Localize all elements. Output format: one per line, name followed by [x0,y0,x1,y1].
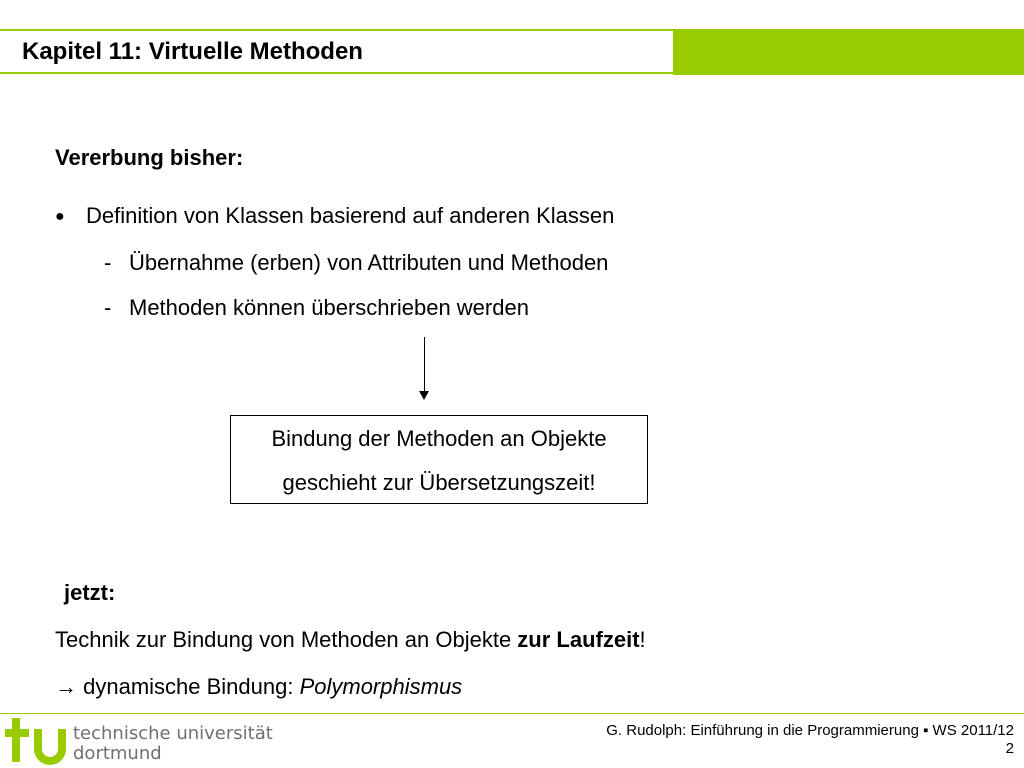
text-polymorphismus-prefix: → dynamische Bindung: [55,674,300,699]
heading-jetzt: jetzt: [64,580,116,605]
bullet-icon: ● [55,208,65,225]
heading-vererbung: Vererbung bisher: [55,145,244,170]
text-polymorphismus [55,673,462,701]
sub-item-uebernahme: Übernahme (erben) von Attributen und Methoden [129,250,609,275]
text-polymorphismus-italic: Polymorphismus [299,674,463,699]
text-laufzeit-prefix: Technik zur Bindung von Methoden an Objekte [55,627,518,652]
header-accent-block [673,29,1024,75]
arrow-down-line [424,337,425,393]
text-laufzeit [55,626,646,654]
header-rule-bottom [0,72,673,74]
sub-item-marker: - [104,295,112,320]
box-line: Bindung der Methoden an Objekte [271,426,607,451]
tu-logo-icon [4,716,68,766]
box-line: geschieht zur Übersetzungszeit! [282,470,596,495]
sub-item-ueberschreiben: Methoden können überschrieben werden [129,295,529,320]
logo-line2: dortmund [73,743,162,764]
bullet-definition: Definition von Klassen basierend auf anderen Klassen [86,203,615,228]
footer-credit-block [606,722,1014,758]
logo-line1: technische universität [73,723,273,744]
arrow-down-icon [419,391,429,400]
footer-rule [0,713,1024,714]
text-laufzeit-suffix: ! [639,627,646,652]
page-number: 2 [1005,740,1014,757]
sub-item-marker: - [104,250,112,275]
footer-credit: G. Rudolph: Einführung in die Programmierung ▪ WS 2011/12 [606,722,1014,739]
conclusion-box [230,415,648,504]
text-laufzeit-bold: zur Laufzeit [517,627,640,652]
header-rule-top [0,29,673,31]
page-title: Kapitel 11: Virtuelle Methoden [22,38,363,65]
logo-text [73,724,273,764]
